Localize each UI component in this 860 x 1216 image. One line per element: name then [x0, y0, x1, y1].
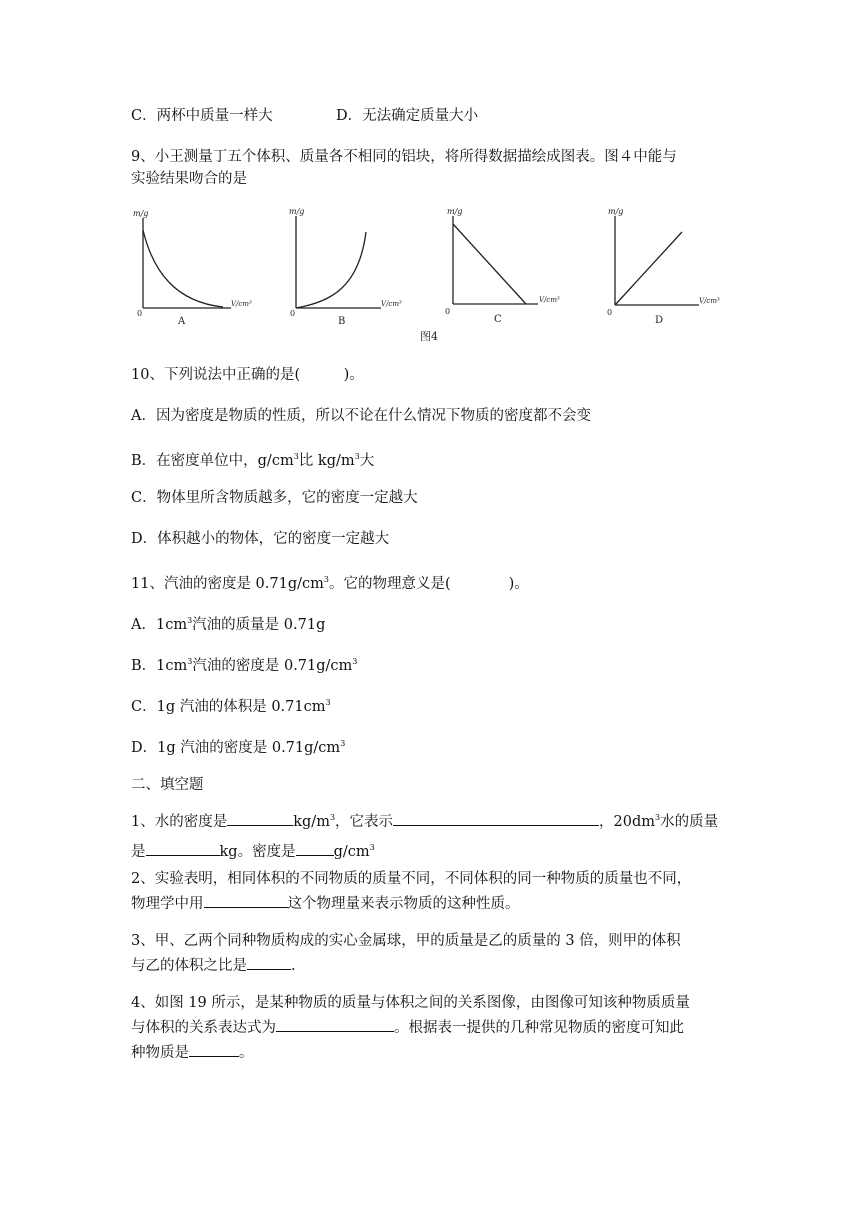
q10-option-c: C．物体里所含物质越多，它的密度一定越大 [131, 490, 418, 506]
line-d [615, 232, 682, 305]
panel-label-a: A [178, 316, 186, 327]
fill-question-2: 2、实验表明，相同体积的不同物质的质量不同，不同体积的同一种物质的质量也不同， 物理学中用 这个物理量来表示物质的这种性质。 [131, 871, 692, 912]
q10-option-d: D．体积越小的物体，它的密度一定越大 [131, 531, 390, 547]
graph-panel-a [133, 209, 252, 327]
q11-option-d: D．1g 汽油的密度是 $0.71g/cm^3$ [131, 739, 346, 756]
x-label-a: V/cm³ [231, 300, 252, 308]
y-label-b: m/g [289, 207, 305, 216]
answer-blank[interactable] [296, 841, 334, 856]
fill-question-1: 1、水的密度是 $kg/m^3$，它表示 ，$20dm^3$水的质量 是 kg。密度是 $g/cm^3$ [131, 813, 719, 860]
q10-option-a: A．因为密度是物质的性质，所以不论在什么情况下物质的密度都不会变 [131, 408, 591, 424]
origin-c: 0 [445, 307, 451, 316]
origin-a: 0 [137, 309, 143, 318]
curve-a [143, 230, 223, 307]
line-c [453, 224, 526, 304]
figure-4 [131, 202, 731, 344]
figure-caption: 图4 [420, 330, 438, 343]
q9-stem-line2: 实验结果吻合的是 [131, 171, 247, 187]
origin-d: 0 [607, 308, 613, 317]
y-label-d: m/g [608, 207, 624, 216]
q11-option-a: A．$1cm^3$汽油的质量是 0.71g [131, 616, 326, 633]
answer-blank[interactable] [247, 955, 291, 970]
q8-option-c: C．两杯中质量一样大 [131, 108, 273, 124]
fill-question-3: 3、甲、乙两个同种物质构成的实心金属球，甲的质量是乙的质量的 3 倍，则甲的体积 与乙的体积之比是 . [131, 933, 681, 974]
section-title: 二、填空题 [131, 777, 204, 793]
x-label-d: V/cm³ [699, 297, 720, 305]
q11-option-b: B．$1cm^3$汽油的密度是 $0.71g/cm^3$ [131, 657, 358, 674]
y-label-c: m/g [447, 207, 463, 216]
panel-label-b: B [338, 316, 346, 327]
answer-blank[interactable] [204, 893, 288, 908]
y-label-a: m/g [133, 209, 149, 218]
answer-blank[interactable] [276, 1017, 394, 1032]
graph-panel-c [445, 207, 560, 325]
q11-stem: 11、汽油的密度是 $0.71g/cm^3$。它的物理意义是( )。 [131, 575, 529, 592]
q10-stem: 10、下列说法中正确的是( )。 [131, 367, 364, 383]
graph-panel-b [289, 207, 402, 327]
panel-label-d: D [655, 315, 664, 326]
x-label-c: V/cm³ [539, 296, 560, 304]
graph-panel-d [607, 207, 720, 326]
curve-b [296, 232, 366, 308]
fill-question-4: 4、如图 19 所示，是某种物质的质量与体积之间的关系图像，由图像可知该种物质质量 与体积的关系表达式为 。根据表一提供的几种常见物质的密度可知此 种物质是 。 [131, 995, 690, 1061]
q11-option-c: C．1g 汽油的体积是 $0.71cm^3$ [131, 698, 331, 715]
q8-option-d: D．无法确定质量大小 [336, 108, 479, 124]
answer-blank[interactable] [189, 1042, 239, 1057]
origin-b: 0 [290, 309, 296, 318]
panel-label-c: C [494, 314, 502, 325]
answer-blank[interactable] [146, 841, 220, 856]
answer-blank[interactable] [393, 811, 599, 826]
q10-option-b: B．在密度单位中，$g/cm^3$比 $kg/m^3$大 [131, 452, 375, 469]
answer-blank[interactable] [227, 811, 293, 826]
x-label-b: V/cm³ [381, 300, 402, 308]
q9-stem-line1: 9、小王测量丁五个体积、质量各不相同的铝块，将所得数据描绘成图表。图４中能与 [131, 149, 677, 165]
